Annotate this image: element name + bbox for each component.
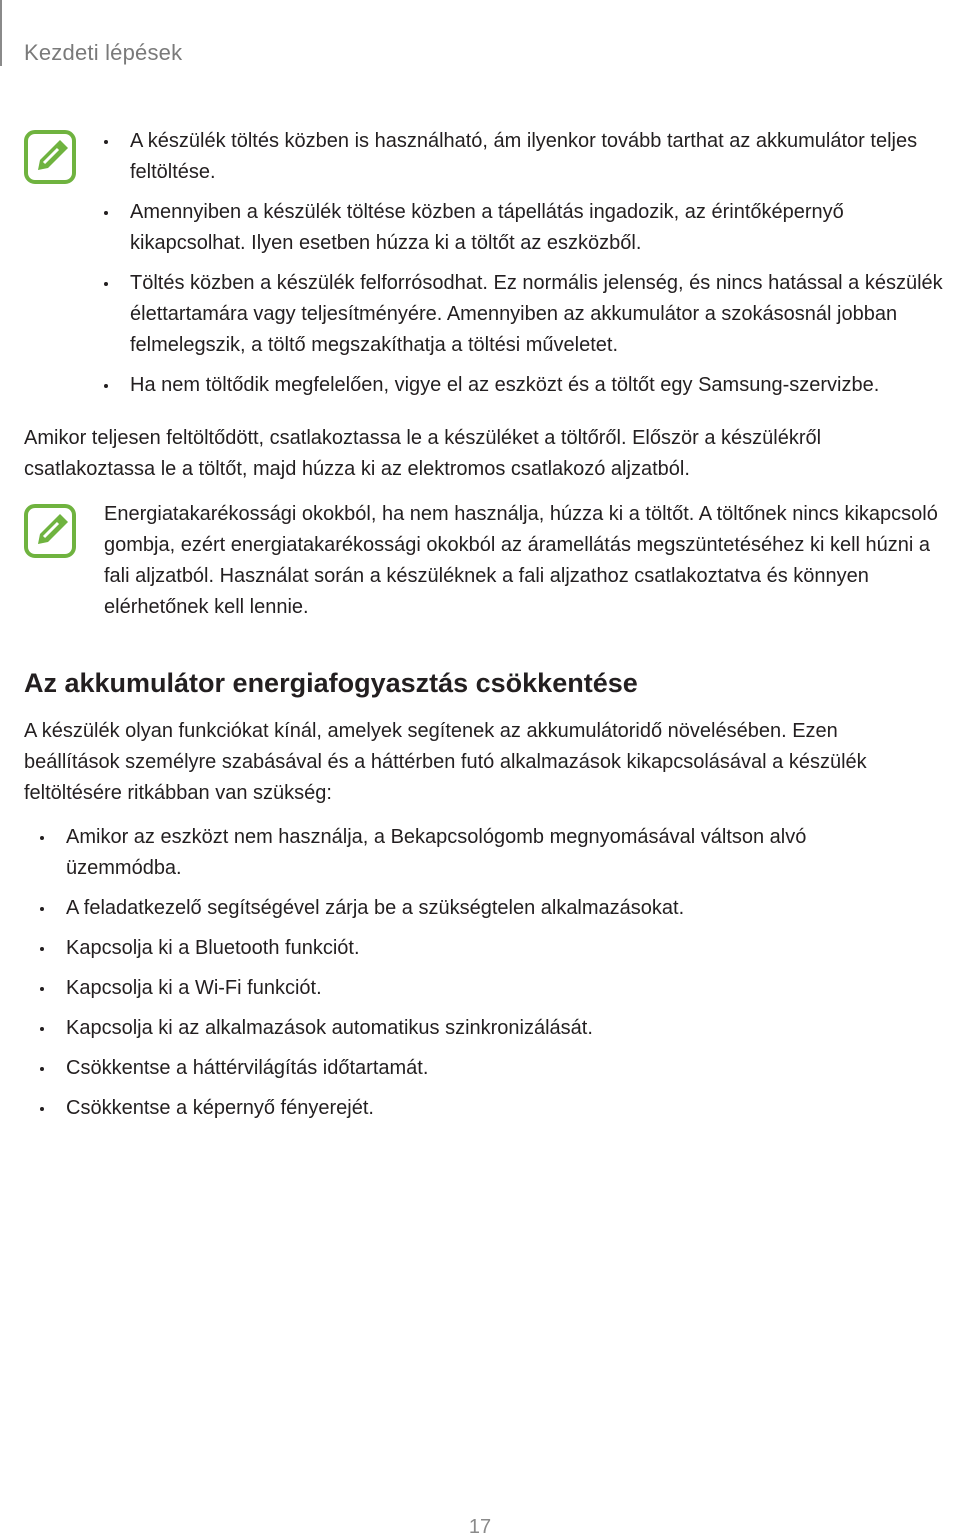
section-heading: Az akkumulátor energiafogyasztás csökkentése [24,668,638,698]
charging-notes-list [104,126,960,410]
unplug-paragraph: Amikor teljesen feltöltődött, csatlakoztassa le a készüléket a töltőről. Először a készülékről csatlakoztassa le a töltőt, majd húzza ki az elektromos csatlakozó aljzatból. [24,427,822,480]
page-number: 17 [468,1516,492,1538]
list-item: Töltés közben a készülék felforrósodhat. Ez normális jelenség, és nincs hatással a készülék élettartamára vagy teljesítményére. Amennyiben az akkumulátor a szokásosnál jobban felmelegszik, a töltő megszakíthatja a töltési műveletet. [104,268,960,361]
battery-tips-list [40,822,920,1133]
list-item: Csökkentse a háttérvilágítás időtartamát. [40,1053,920,1084]
list-item: Csökkentse a képernyő fényerejét. [40,1093,920,1124]
list-item: Kapcsolja ki a Wi-Fi funkciót. [40,973,920,1004]
list-item: Amennyiben a készülék töltése közben a tápellátás ingadozik, az érintőképernyő kikapcsolhat. Ilyen esetben húzza ki a töltőt az eszközből. [104,197,960,259]
list-item: Ha nem töltődik megfelelően, vigye el az eszközt és a töltőt egy Samsung-szervizbe. [104,370,960,401]
list-item: A készülék töltés közben is használható, ám ilyenkor tovább tarthat az akkumulátor teljes feltöltése. [104,126,960,188]
energy-saving-note: Energiatakarékossági okokból, ha nem használja, húzza ki a töltőt. A töltőnek nincs kikapcsoló gombja, ezért energiatakarékossági okokból az áramellátás megszüntetéséhez ki kell húzni a fali aljzatból. Használat során a készüléknek a fali aljzathoz csatlakoztatva és könnyen elérhetőnek kell lennie. [104,503,938,618]
list-item: A feladatkezelő segítségével zárja be a szükségtelen alkalmazásokat. [40,893,920,924]
list-item: Kapcsolja ki az alkalmazások automatikus szinkronizálását. [40,1013,920,1044]
header-rule [0,0,2,66]
section-title: Kezdeti lépések [24,40,183,65]
list-item: Kapcsolja ki a Bluetooth funkciót. [40,933,920,964]
list-item: Amikor az eszközt nem használja, a Bekapcsológomb megnyomásával váltson alvó üzemmódba. [40,822,920,884]
note-pencil-icon [24,504,76,558]
section-intro: A készülék olyan funkciókat kínál, amelyek segítenek az akkumulátoridő növelésében. Ezen beállítások személyre szabásával és a háttérben futó alkalmazások kikapcsolásával a készülék feltöltésére ritkábban van szükség: [24,720,867,804]
note-pencil-icon [24,130,76,184]
